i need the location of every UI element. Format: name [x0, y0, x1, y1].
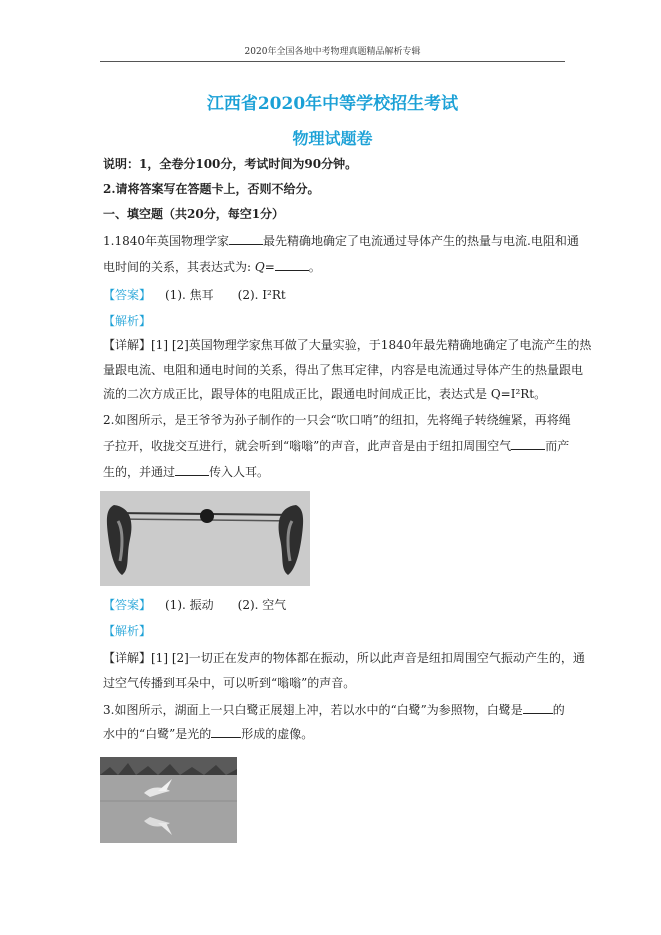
answer-tag: 【答案】 [103, 288, 152, 302]
q2-detail-2: 过空气传播到耳朵中，可以听到“嗡嗡”的声音。 [103, 676, 356, 690]
q2-text-a: 子拉开，收拢交互进行，就会听到“嗡嗡”的声音，此声音是由于纽扣周围空气 [103, 439, 512, 453]
q2-detail-1: 【详解】[1] [2]一切正在发声的物体都在振动，所以此声音是纽扣周围空气振动产生的，通 [103, 651, 585, 665]
q1-line-1 [103, 233, 579, 249]
q1-text-c: 电时间的关系，其表达式为: [103, 260, 255, 274]
q2-answer [103, 597, 286, 613]
q2-line-1: 2.如图所示，是王爷爷为孙子制作的一只会“吹口哨”的纽扣，先将绳子转绕缠紧，再将绳 [103, 413, 571, 427]
q2-analysis-tag: 【解析】 [103, 624, 152, 638]
exam-title: 江西省2020年中等学校招生考试 [206, 94, 459, 114]
instructions-line-1: 说明：1，全卷分100分，考试时间为90分钟。 [103, 157, 358, 171]
header-rule [100, 61, 565, 62]
q1-text-b: 最先精确地确定了电流通过导体产生的热量与电流.电阻和通 [263, 234, 579, 248]
q1-detail-2: 量跟电流、电阻和通电时间的关系，得出了焦耳定律，内容是电流通过导体产生的热量跟电 [103, 363, 584, 377]
q2-answer-2: (2). 空气 [237, 598, 287, 612]
q3-line-2 [103, 726, 313, 742]
q1-answer [103, 287, 286, 303]
page-header: 2020年全国各地中考物理真题精品解析专辑 [244, 47, 421, 57]
answer-tag: 【答案】 [103, 598, 152, 612]
answer-blank [523, 702, 553, 714]
section-heading: 一、填空题（共20分，每空1分） [103, 207, 285, 221]
q1-answer-2: (2). I²Rt [237, 288, 286, 302]
q1-answer-1: (1). 焦耳 [165, 288, 214, 302]
q3-text-a: 3.如图所示，湖面上一只白鹭正展翅上冲，若以水中的“白鹭”为参照物，白鹭是 [103, 703, 523, 717]
answer-blank [511, 438, 545, 450]
answer-blank [275, 259, 309, 271]
q3-line-1 [103, 702, 565, 718]
q2-line-2 [103, 438, 569, 454]
q2-text-d: 传入人耳。 [209, 465, 270, 479]
q2-text-c: 生的，并通过 [103, 465, 176, 479]
q2-text-b: 而产 [545, 439, 570, 453]
q1-detail-3: 流的二次方成正比，跟导体的电阻成正比，跟通电时间成正比，表达式是 Q=I²Rt。 [103, 387, 547, 401]
q1-formula-prefix: Q= [254, 260, 275, 274]
q3-text-c: 水中的“白鹭”是光的 [103, 727, 212, 741]
q1-line-2 [103, 259, 321, 275]
q1-detail-1: 【详解】[1] [2]英国物理学家焦耳做了大量实验，于1840年最先精确地确定了电流产生的热 [103, 338, 592, 352]
button-whistle-photo [100, 491, 310, 586]
answer-blank [211, 726, 241, 738]
answer-blank [229, 233, 263, 245]
q3-text-d: 形成的虚像。 [241, 727, 314, 741]
instructions-line-2: 2.请将答案写在答题卡上，否则不给分。 [103, 182, 320, 196]
exam-subtitle: 物理试题卷 [292, 129, 373, 148]
q3-text-b: 的 [552, 703, 565, 717]
q1-text-d: 。 [308, 260, 321, 274]
answer-blank [175, 464, 209, 476]
q2-line-3 [103, 464, 269, 480]
q1-text-a: 1.1840年英国物理学家 [103, 234, 229, 248]
q2-answer-1: (1). 振动 [165, 598, 214, 612]
egret-reflection-photo [100, 757, 237, 843]
q1-analysis-tag: 【解析】 [103, 314, 152, 328]
